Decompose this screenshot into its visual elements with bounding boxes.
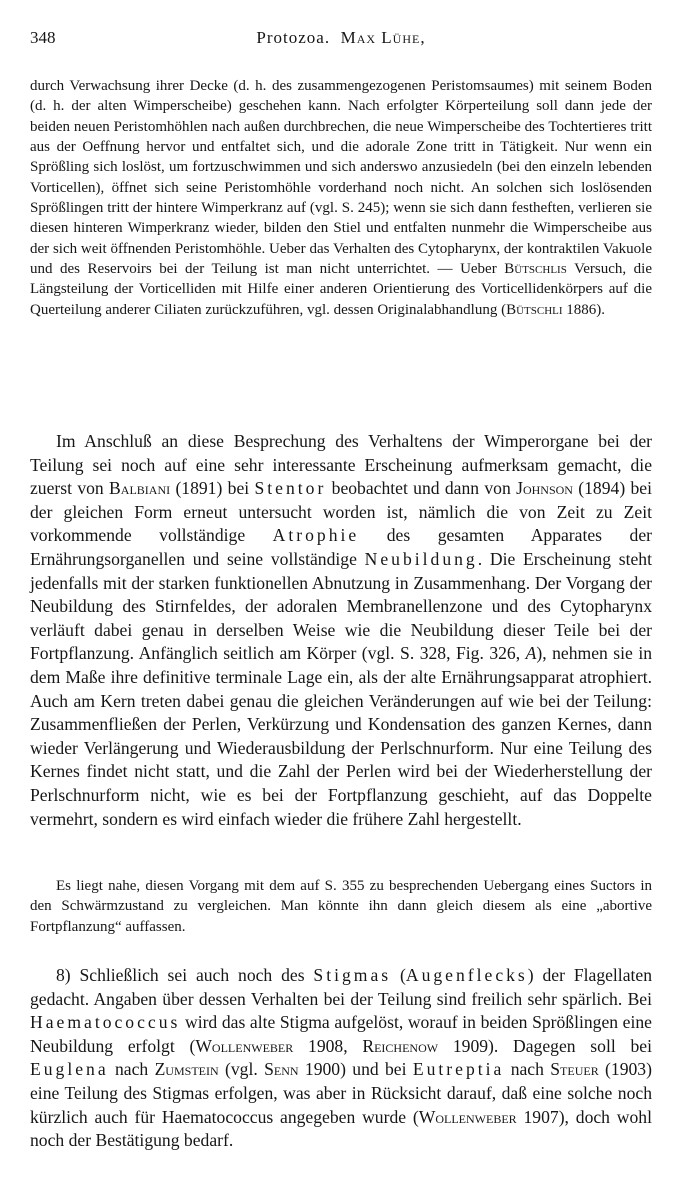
text-run: 1907), doch wohl noch der Bestätigung bedarf. (30, 1106, 652, 1151)
text-run: 1886). (566, 301, 606, 318)
text-run: beobachtet und dann von (331, 478, 511, 499)
paragraph-4-text (30, 964, 652, 1153)
text-run: (1903) eine Teilung des Stigmas erfolgen, was aber in Rücksicht darauf, daß eine solche noch kürzlich auch für Haematococcus angegeben wurde ( (30, 1059, 652, 1127)
paragraph-3 (30, 876, 652, 937)
text-run: (vgl. (225, 1059, 258, 1080)
running-author: Max Lühe, (340, 28, 426, 47)
text-run: ) der Flagellaten gedacht. Angaben über dessen Verhalten bei der Teilung sind freilich sehr spärlich. Bei (30, 965, 652, 1009)
spaced-term: Euglena (30, 1059, 109, 1080)
text-run: Es liegt nahe, diesen Vorgang mit dem auf S. 355 zu besprechenden Uebergang eines Suctors in den Schwärmzustand zu vergleichen. Man könnte ihn dann gleich diesem als eine „abortive Fortpflanzung“ auffassen. (30, 878, 652, 935)
text-run: 1909). Dagegen soll bei (452, 1035, 652, 1056)
text-run: nach (115, 1059, 149, 1080)
author-name: Wollenweber (418, 1106, 517, 1127)
text-run: 1908, (308, 1035, 348, 1056)
text-run: Im Anschluß an diese Besprechung des Verhaltens der Wimperorgane bei der Teilung sei noch auf eine sehr interessante Erscheinung aufmerksam gemacht, die zuerst von (30, 431, 652, 499)
author-name: Reichenow (362, 1035, 439, 1056)
spaced-term: Atrophie (272, 525, 360, 546)
paragraph-2 (30, 430, 652, 831)
page-header (30, 28, 652, 50)
figure-ref: A (525, 643, 537, 664)
author-name: Wollenweber (195, 1035, 294, 1056)
paragraph-2-text (30, 430, 652, 831)
text-run: . Die Erscheinung steht jedenfalls mit der starken funktionellen Abnutzung in Zusammenhang. Der Vorgang der Neubildung des Stirnfeldes, der adoralen Membranellenzone und des Cytopharynx verläuft dabei genau in derselben Weise wie die Neubildung dieser Teile bei der Fortpflanzung. Anfänglich seitlich am Körper (vgl. S. 328, Fig. 326, (30, 548, 652, 664)
text-run: (1891) bei (175, 478, 250, 499)
spaced-term: Haematococcus (30, 1012, 181, 1033)
running-title: Protozoa. (256, 28, 331, 47)
running-head (30, 28, 652, 48)
text-run: ( (400, 965, 406, 985)
spaced-term: Stigmas (313, 965, 392, 985)
spaced-term: Stentor (254, 478, 327, 499)
text-run: wird das alte Stigma aufgelöst, worauf in beiden Sprößlingen eine Neubildung erfolgt ( (30, 1012, 652, 1056)
paragraph-1 (30, 76, 652, 320)
paragraph-3-text (30, 876, 652, 937)
page-number: 348 (30, 28, 56, 47)
paragraph-4 (30, 964, 652, 1153)
author-name: Zumstein (154, 1059, 219, 1080)
text-run: 1900) und bei (304, 1059, 407, 1080)
text-run: ), nehmen sie in dem Maße ihre definitive terminale Lage ein, als der alte Ernährungsapparat atrophiert. Auch am Kern treten dabei genau die gleichen Veränderungen auf wie bei der Teilung: Zusammenfließen der Perlen, Verkürzung und Kondensation des ganzen Kernes, dann wieder Verlängerung und Wiederausbildung der Perlschnurform. Nur eine Teilung des Kernes findet nicht statt, und die Zahl der Perlen wird bei der Wiederherstellung der Perlschnurform nicht, wie es bei der Fortpflanzung geschieht, auf das Doppelte vermehrt, sondern es wird einfach wieder die frühere Zahl hergestellt. (30, 643, 653, 829)
author-name: Balbiani (109, 478, 171, 499)
author-name: Bütschli (506, 301, 563, 318)
author-name: Senn (264, 1059, 299, 1080)
spaced-term: Neubildung (364, 548, 478, 569)
text-run: des gesamten Apparates der Ernährungsorganellen und seine vollständige (30, 525, 652, 569)
text-run: (1894) bei der gleichen Form erneut untersucht worden ist, nämlich die von Zeit zu Zeit vorkommende vollständige (30, 478, 652, 546)
text-run: durch Verwachsung ihrer Decke (d. h. des zusammengezogenen Peristomsaumes) mit seinem Boden (d. h. der alten Wimperscheibe) geschehen kann. Nach erfolgter Körperteilung soll dann jede der beiden neuen Peristomhöhlen nach außen durchbrechen, die neue Wimperscheibe des Tochtertieres tritt aus der Oeffnung hervor und entfaltet sich, und die adorale Zone tritt in Tätigkeit. Nur wenn ein Sprößling sich loslöst, um fortzuschwimmen und sich anderswo anzusiedeln (bei den einzeln lebenden Vorticellen), öffnet sich seine Peristomhöhle vorderhand noch nicht. An solchen sich loslösenden Sprößlingen tritt der hintere Wimperkranz auf (vgl. S. 245); wenn sie sich dann festheften, verlieren sie diesen hinteren Wimperkranz wieder, bilden den Stiel und entfalten nunmehr die Wimperscheibe aus der sich weit öffnenden Peristomhöhle. Ueber das Verhalten des Cytopharynx, der kontraktilen Vakuole und des Reservoirs bei der Teilung ist man nicht unterrichtet. — Ueber (30, 78, 652, 278)
text-run: nach (510, 1059, 544, 1080)
author-name: Steuer (550, 1059, 599, 1080)
spaced-term: Augenflecks (405, 965, 528, 985)
author-name: Johnson (516, 478, 573, 499)
text-run: 8) Schließlich sei auch noch des (56, 965, 305, 985)
spaced-term: Eutreptia (412, 1059, 505, 1080)
text-run: Versuch, die Längsteilung der Vorticelliden mit Hilfe einer anderen Orientierung des Vorticellidenkörpers auf die Querteilung anderer Ciliaten zurückzuführen, vgl. dessen Originalabhandlung ( (30, 261, 653, 318)
author-name: Bütschlis (504, 261, 567, 278)
paragraph-1-text (30, 76, 652, 320)
